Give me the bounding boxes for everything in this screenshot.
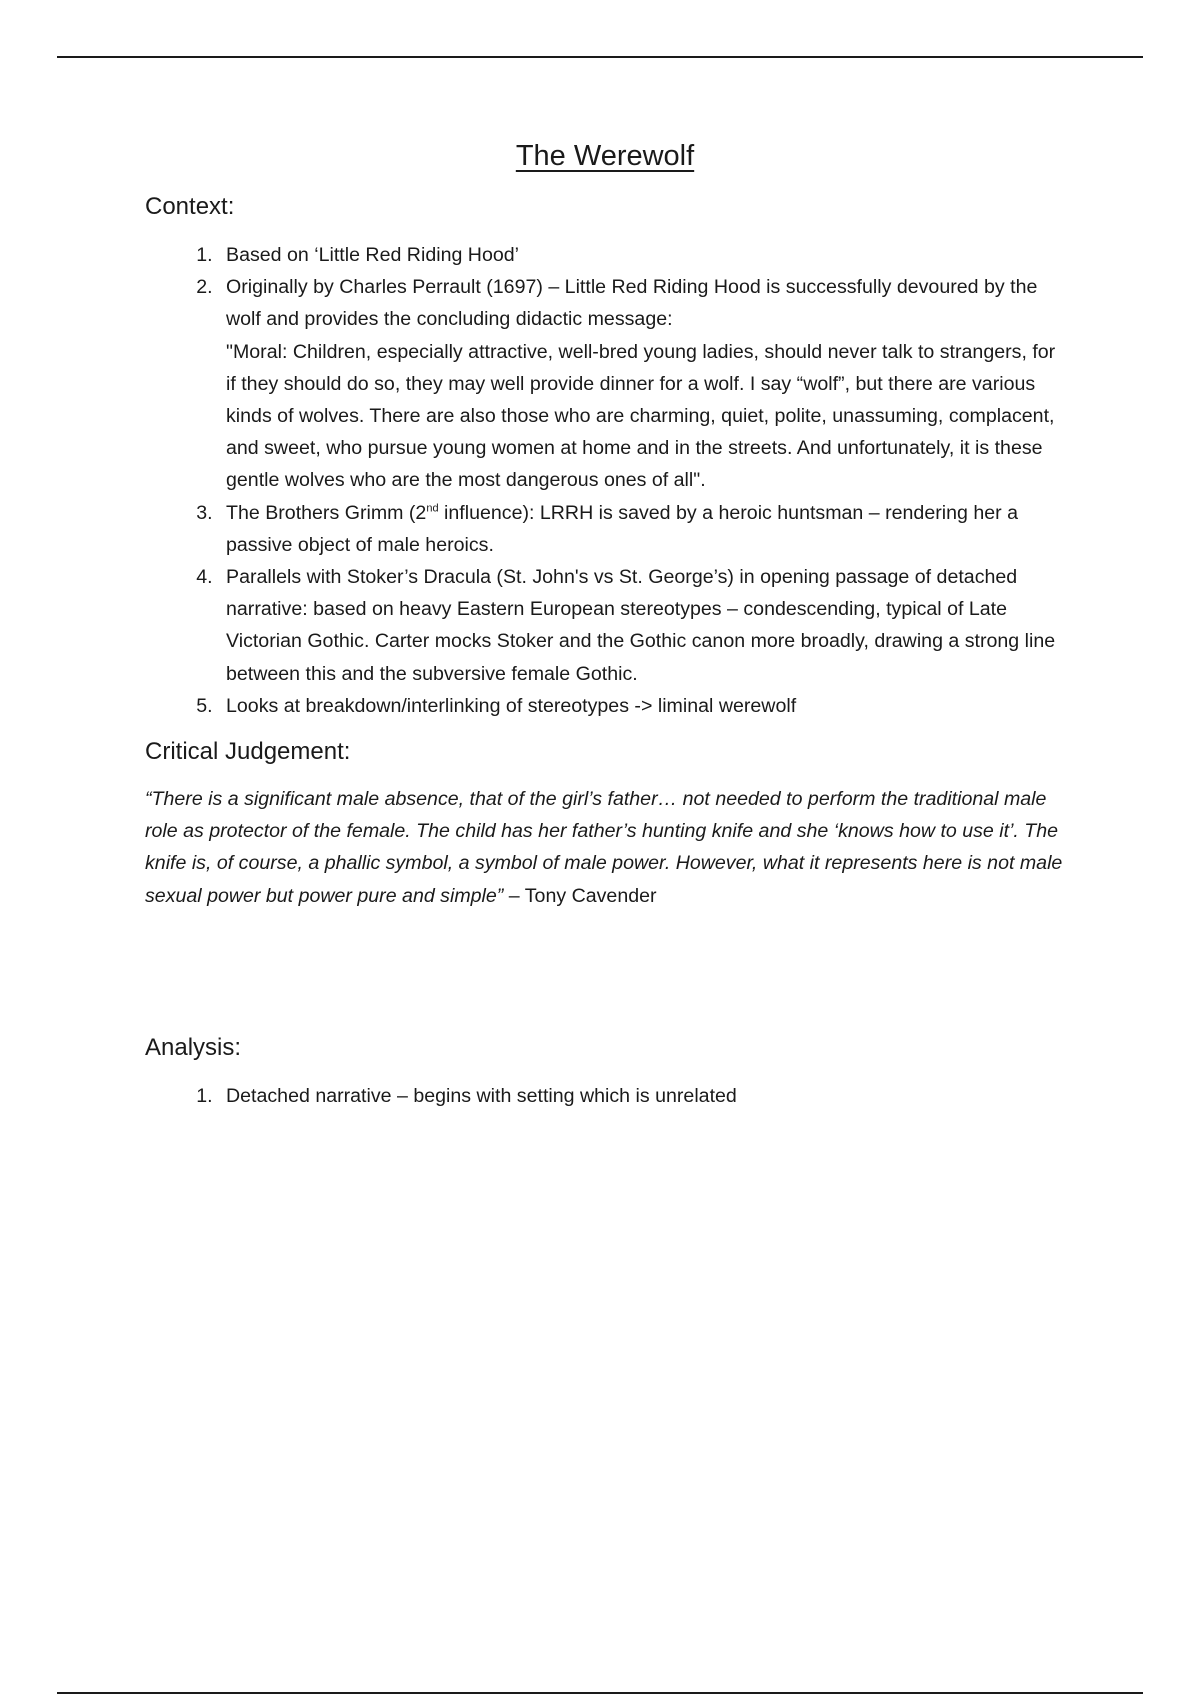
document-body [145, 140, 1065, 1112]
list-item-text: Parallels with Stoker’s Dracula (St. John's vs St. George’s) in opening passage of detached narrative: based on heavy Eastern European stereotypes – condescending, typical of Late Victorian Gothic. Carter mocks Stoker and the Gothic canon more broadly, drawing a strong line between this and the subversive female Gothic. [226, 566, 1056, 685]
list-item-text: Based on ‘Little Red Riding Hood’ [226, 244, 519, 266]
context-list [145, 239, 1065, 722]
critical-judgement-heading: Critical Judgement: [145, 738, 351, 766]
list-item [218, 561, 1065, 690]
context-heading: Context: [145, 193, 235, 220]
list-item-text: influence): LRRH is saved by a heroic huntsman – rendering her a passive object of male heroics. [226, 501, 1019, 556]
page-title: The Werewolf [515, 140, 695, 172]
quote-attribution: – Tony Cavender [503, 884, 657, 907]
quote-text: “There is a significant male absence, that of the girl’s father… not needed to perform the traditional male role as protector of the female. The child has her father’s hunting knife and she ‘knows how to use it’. The knife is, of course, a phallic symbol, a symbol of male power. However, what it represents here is not male sexual power but power pure and simple” [145, 788, 1063, 907]
list-item [218, 271, 1065, 496]
list-item-text: Detached narrative – begins with setting which is unrelated [226, 1084, 737, 1107]
analysis-heading: Analysis: [145, 1033, 242, 1061]
list-item [218, 497, 1065, 561]
list-item [218, 690, 1065, 722]
header-rule [57, 56, 1143, 58]
moral-quote: "Moral: Children, especially attractive, well-bred young ladies, should never talk to strangers, for if they should do so, they may well provide dinner for a wolf. I say “wolf”, but there are various kinds of wolves. There are also those who are charming, quiet, polite, unassuming, complacent, and sweet, who pursue young women at home and in the streets. And unfortunately, it is these gentle wolves who are the most dangerous ones of all". [226, 340, 1056, 492]
footer-rule [57, 1692, 1143, 1694]
list-item [218, 239, 1065, 271]
list-item [218, 1080, 1065, 1112]
analysis-list [145, 1080, 1065, 1112]
superscript: nd [426, 502, 439, 515]
list-item-text: Looks at breakdown/interlinking of stereotypes -> liminal werewolf [226, 694, 797, 717]
list-item-text: The Brothers Grimm (2 [226, 501, 427, 524]
critical-quote [145, 783, 1065, 912]
list-item-text: Originally by Charles Perrault (1697) – Little Red Riding Hood is successfully devoured by the wolf and provides the concluding didactic message: [226, 276, 1038, 331]
